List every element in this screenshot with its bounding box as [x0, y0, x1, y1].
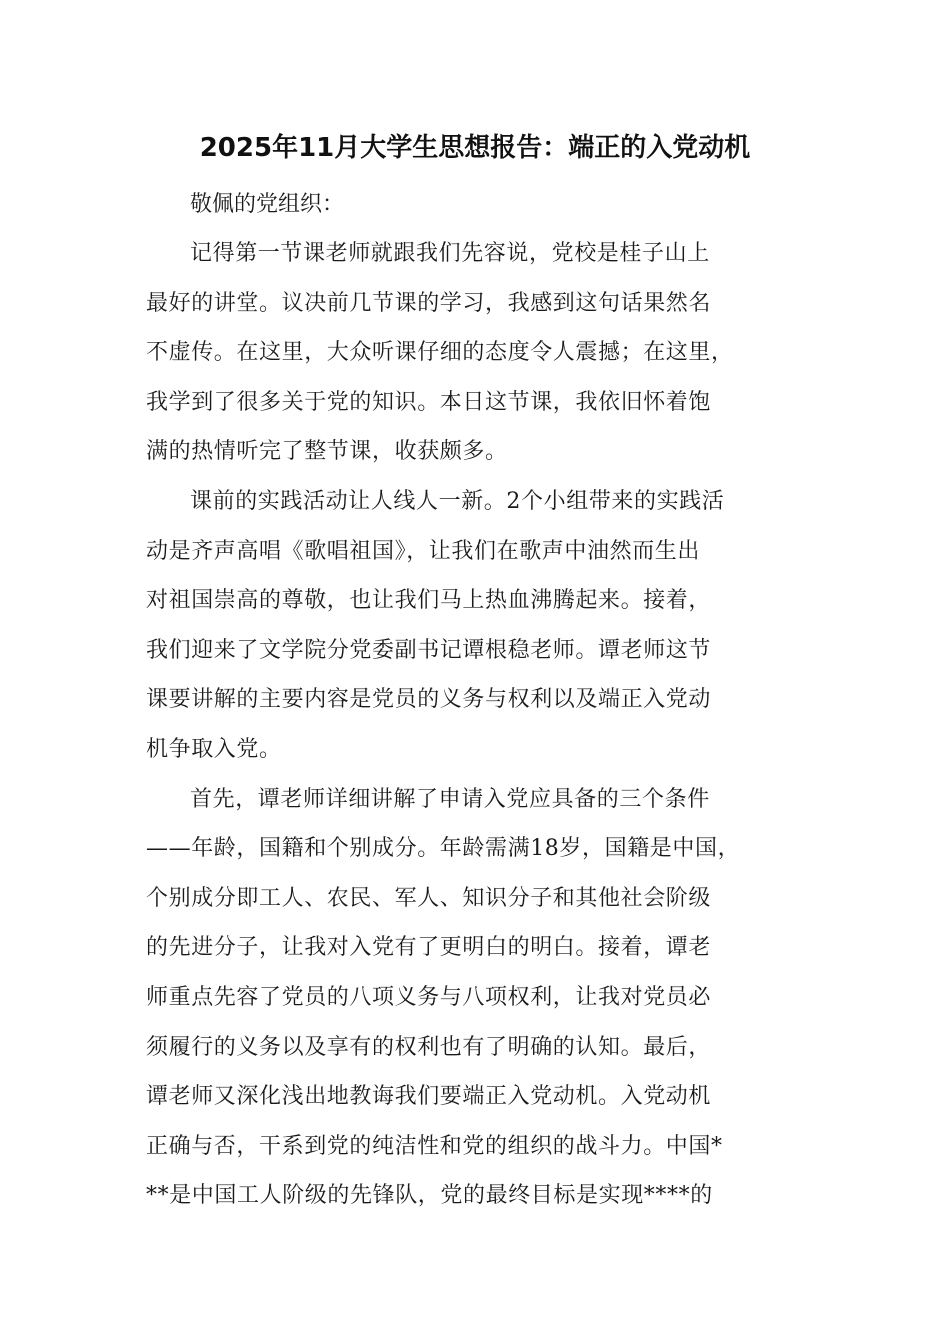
text-line: ——年龄，国籍和个别成分。年龄需满18岁，国籍是中国， [146, 836, 741, 862]
text-line: 我学到了很多关于党的知识。本日这节课，我依旧怀着饱 [146, 389, 712, 415]
text-line: 的先进分子，让我对入党有了更明白的明白。接着，谭老 [146, 935, 712, 961]
text-line: 对祖国崇高的尊敬，也让我们马上热血沸腾起来。接着， [146, 588, 712, 614]
text-line: 首先，谭老师详细讲解了申请入党应具备的三个条件 [190, 786, 710, 812]
salutation: 敬佩的党组织： [190, 192, 345, 217]
text-line: **是中国工人阶级的先锋队，党的最终目标是实现****的 [146, 1183, 713, 1209]
text-line: 师重点先容了党员的八项义务与八项权利，让我对党员必 [146, 984, 712, 1010]
text-line: 我们迎来了文学院分党委副书记谭根稳老师。谭老师这节 [146, 637, 712, 663]
text-line: 个别成分即工人、农民、军人、知识分子和其他社会阶级 [146, 885, 712, 911]
text-line: 谭老师又深化浅出地教诲我们要端正入党动机。入党动机 [146, 1084, 712, 1110]
text-line: 课要讲解的主要内容是党员的义务与权利以及端正入党动 [146, 687, 712, 713]
document-body [146, 229, 804, 1221]
paragraph [146, 775, 804, 1221]
paragraph [146, 477, 804, 775]
text-line: 正确与否，干系到党的纯洁性和党的组织的战斗力。中国* [146, 1133, 723, 1159]
document-title: 2025年11月大学生思想报告：端正的入党动机 [199, 133, 751, 163]
text-line: 满的热情听完了整节课，收获颇多。 [146, 439, 508, 465]
paragraph [146, 229, 804, 477]
text-line: 课前的实践活动让人线人一新。2个小组带来的实践活 [190, 488, 725, 514]
text-line: 动是齐声高唱《歌唱祖国》，让我们在歌声中油然而生出 [146, 538, 701, 564]
text-line: 须履行的义务以及享有的权利也有了明确的认知。最后， [146, 1034, 712, 1060]
text-line: 记得第一节课老师就跟我们先容说，党校是桂子山上 [190, 241, 710, 266]
text-line: 不虚传。在这里，大众听课仔细的态度令人震撼；在这里， [146, 340, 734, 366]
text-line: 最好的讲堂。议决前几节课的学习，我感到这句话果然名 [146, 290, 712, 316]
text-line: 机争取入党。 [146, 736, 282, 762]
